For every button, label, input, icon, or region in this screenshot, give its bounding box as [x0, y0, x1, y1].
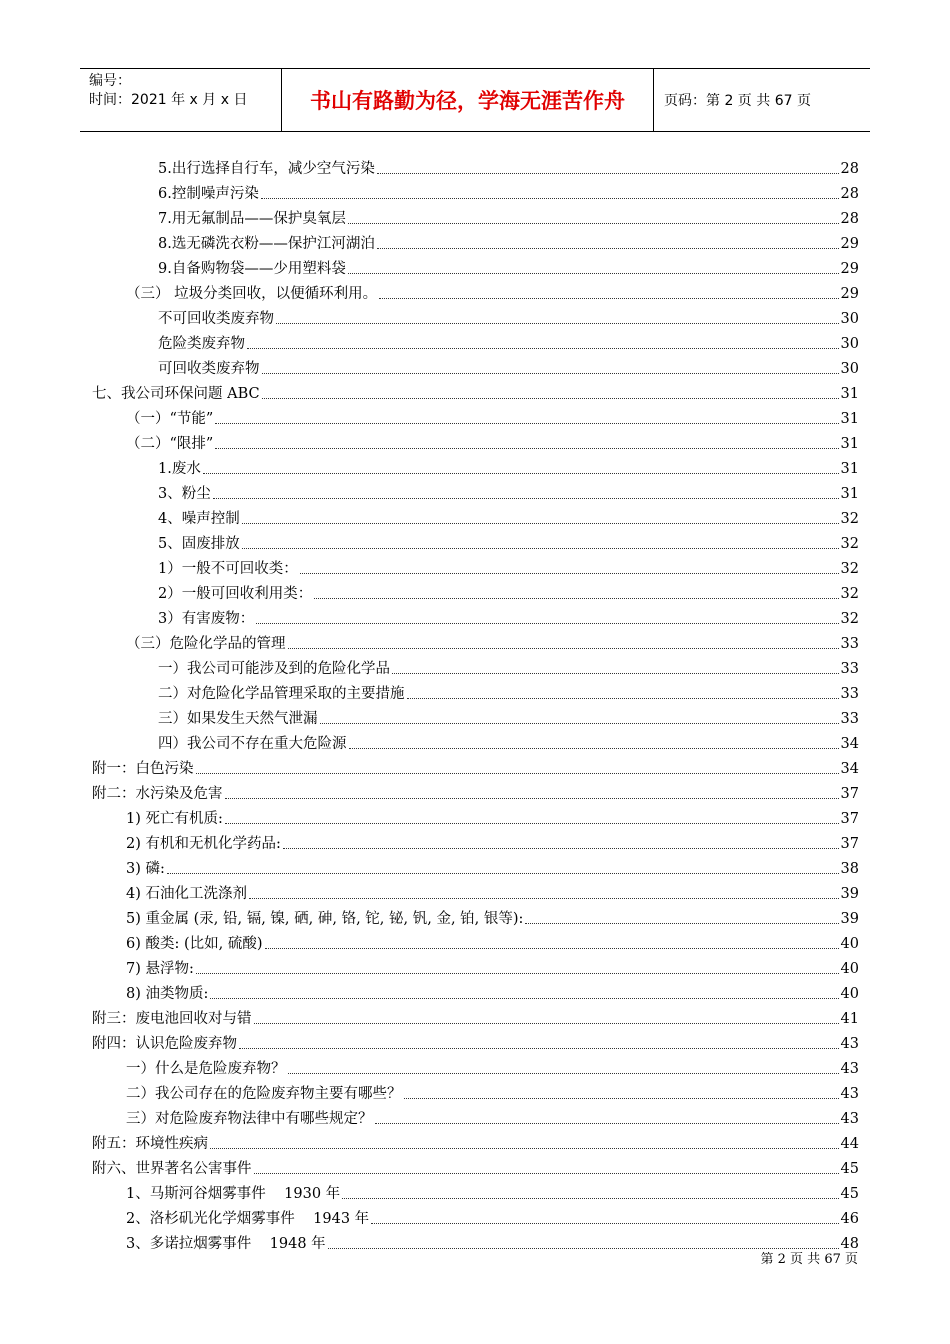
- toc-entry-page: 30: [840, 336, 859, 352]
- toc-leader-dots: [377, 247, 839, 249]
- toc-leader-dots: [392, 672, 839, 674]
- toc-entry[interactable]: [0, 1054, 950, 1079]
- toc-entry-page: 28: [840, 161, 859, 177]
- toc-entry[interactable]: [0, 154, 950, 179]
- toc-entry-page: 28: [840, 186, 859, 202]
- toc-entry-title: 8) 油类物质:: [126, 986, 209, 1002]
- toc-entry[interactable]: [0, 479, 950, 504]
- toc-leader-dots: [249, 897, 839, 899]
- toc-leader-dots: [377, 172, 839, 174]
- toc-entry-title: 1) 死亡有机质:: [126, 811, 223, 827]
- document-number-label: 编号：: [89, 73, 131, 89]
- toc-entry-title: 可回收类废弃物: [158, 361, 260, 377]
- toc-entry-page: 31: [840, 386, 859, 402]
- toc-entry[interactable]: [0, 879, 950, 904]
- toc-entry-title: 3）有害废物：: [158, 611, 255, 627]
- toc-entry-title: 2）一般可回收利用类：: [158, 586, 313, 602]
- toc-entry-page: 32: [840, 561, 859, 577]
- toc-entry-page: 28: [840, 211, 859, 227]
- toc-entry-page: 33: [840, 636, 859, 652]
- toc-leader-dots: [203, 472, 839, 474]
- toc-entry-title: 5.出行选择自行车，减少空气污染: [158, 161, 375, 177]
- toc-entry-page: 33: [840, 711, 859, 727]
- toc-entry-title: 7) 悬浮物:: [126, 961, 194, 977]
- toc-entry-title: 2、洛杉矶光化学烟雾事件 1943 年: [126, 1211, 370, 1227]
- toc-leader-dots: [288, 647, 839, 649]
- toc-leader-dots: [196, 772, 839, 774]
- toc-entry[interactable]: [0, 254, 950, 279]
- toc-entry[interactable]: [0, 204, 950, 229]
- toc-leader-dots: [262, 397, 839, 399]
- toc-entry[interactable]: [0, 1004, 950, 1029]
- toc-entry[interactable]: [0, 929, 950, 954]
- header-page-info: 页码：第 2 页 共 67 页: [664, 93, 811, 109]
- toc-entry-page: 43: [840, 1036, 859, 1052]
- page-footer: 第 2 页 共 67 页: [760, 1252, 858, 1267]
- toc-entry-page: 29: [840, 236, 859, 252]
- toc-entry[interactable]: [0, 1104, 950, 1129]
- toc-entry[interactable]: [0, 179, 950, 204]
- toc-leader-dots: [256, 622, 838, 624]
- toc-leader-dots: [320, 722, 839, 724]
- toc-entry[interactable]: [0, 604, 950, 629]
- toc-entry-title: （二）“限排”: [126, 436, 214, 452]
- toc-entry-title: 一）我公司可能涉及到的危险化学品: [158, 661, 390, 677]
- toc-entry[interactable]: [0, 1079, 950, 1104]
- header-meta: [80, 69, 282, 131]
- toc-leader-dots: [300, 572, 839, 574]
- toc-entry-page: 32: [840, 536, 859, 552]
- toc-leader-dots: [210, 1147, 839, 1149]
- toc-entry[interactable]: [0, 679, 950, 704]
- toc-leader-dots: [225, 822, 839, 824]
- toc-entry-page: 33: [840, 686, 859, 702]
- toc-entry[interactable]: [0, 354, 950, 379]
- toc-entry-page: 41: [840, 1011, 859, 1027]
- toc-entry-page: 34: [840, 736, 859, 752]
- toc-leader-dots: [349, 747, 839, 749]
- toc-entry-title: 1、马斯河谷烟雾事件 1930 年: [126, 1186, 341, 1202]
- toc-leader-dots: [225, 797, 839, 799]
- toc-leader-dots: [247, 347, 839, 349]
- toc-entry-title: 七、我公司环保问题 ABC: [92, 386, 260, 402]
- toc-entry-page: 34: [840, 761, 859, 777]
- toc-entry[interactable]: [0, 979, 950, 1004]
- page-header: [80, 68, 870, 132]
- toc-entry[interactable]: [0, 629, 950, 654]
- toc-entry-title: 5、固废排放: [158, 536, 240, 552]
- toc-entry[interactable]: [0, 704, 950, 729]
- toc-entry[interactable]: [0, 854, 950, 879]
- toc-entry-title: 3) 磷:: [126, 861, 165, 877]
- toc-entry-page: 29: [840, 286, 859, 302]
- toc-entry[interactable]: [0, 779, 950, 804]
- toc-entry-title: 一）什么是危险废弃物？: [126, 1061, 286, 1077]
- toc-entry[interactable]: [0, 529, 950, 554]
- toc-entry-title: 6) 酸类: (比如, 硫酸): [126, 936, 263, 952]
- toc-entry-title: 4) 石油化工洗涤剂: [126, 886, 247, 902]
- toc-leader-dots: [407, 697, 839, 699]
- toc-entry-title: 附五：环境性疾病: [92, 1136, 208, 1152]
- toc-entry-title: 附三：废电池回收对与错: [92, 1011, 252, 1027]
- toc-entry-page: 40: [840, 936, 859, 952]
- toc-entry-page: 38: [840, 861, 859, 877]
- toc-entry[interactable]: [0, 454, 950, 479]
- toc-entry-title: 危险类废弃物: [158, 336, 245, 352]
- toc-entry-page: 32: [840, 511, 859, 527]
- toc-entry[interactable]: [0, 729, 950, 754]
- toc-entry-title: （三） 垃圾分类回收，以便循环利用。: [126, 286, 378, 302]
- toc-entry[interactable]: [0, 654, 950, 679]
- toc-entry[interactable]: [0, 229, 950, 254]
- toc-entry-title: 6.控制噪声污染: [158, 186, 259, 202]
- toc-entry-page: 48: [840, 1236, 859, 1252]
- toc-entry-title: 2) 有机和无机化学药品:: [126, 836, 281, 852]
- toc-entry-page: 30: [840, 311, 859, 327]
- toc-entry[interactable]: [0, 329, 950, 354]
- toc-entry-title: （一）“节能”: [126, 411, 214, 427]
- toc-entry-page: 43: [840, 1111, 859, 1127]
- toc-entry-page: 37: [840, 811, 859, 827]
- toc-entry-title: 附一：白色污染: [92, 761, 194, 777]
- toc-entry-page: 29: [840, 261, 859, 277]
- toc-entry-title: 8.选无磷洗衣粉——保护江河湖泊: [158, 236, 375, 252]
- toc-leader-dots: [215, 422, 838, 424]
- toc-entry-page: 43: [840, 1061, 859, 1077]
- toc-entry-title: 1.废水: [158, 461, 201, 477]
- toc-entry-page: 43: [840, 1086, 859, 1102]
- toc-entry-page: 37: [840, 786, 859, 802]
- toc-entry-page: 32: [840, 586, 859, 602]
- toc-leader-dots: [242, 522, 839, 524]
- toc-leader-dots: [283, 847, 839, 849]
- toc-entry-page: 46: [840, 1211, 859, 1227]
- toc-entry[interactable]: [0, 954, 950, 979]
- toc-entry[interactable]: [0, 304, 950, 329]
- toc-leader-dots: [371, 1222, 838, 1224]
- toc-entry[interactable]: [0, 1029, 950, 1054]
- toc-entry[interactable]: [0, 1129, 950, 1154]
- toc-leader-dots: [288, 1072, 839, 1074]
- toc-entry-title: 附二：水污染及危害: [92, 786, 223, 802]
- toc-leader-dots: [348, 272, 839, 274]
- toc-entry-title: （三）危险化学品的管理: [126, 636, 286, 652]
- toc-entry[interactable]: [0, 1154, 950, 1179]
- toc-leader-dots: [342, 1197, 838, 1199]
- toc-entry[interactable]: [0, 504, 950, 529]
- toc-entry[interactable]: [0, 279, 950, 304]
- toc-leader-dots: [210, 997, 838, 999]
- toc-entry-page: 45: [840, 1161, 859, 1177]
- toc-entry-title: 二）我公司存在的危险废弃物主要有哪些？: [126, 1086, 402, 1102]
- toc-entry-title: 不可回收类废弃物: [158, 311, 274, 327]
- toc-entry-title: 三）对危险废弃物法律中有哪些规定？: [126, 1111, 373, 1127]
- toc-entry-page: 33: [840, 661, 859, 677]
- toc-entry-title: 7.用无氟制品——保护臭氧层: [158, 211, 346, 227]
- toc-leader-dots: [314, 597, 838, 599]
- toc-entry[interactable]: [0, 829, 950, 854]
- toc-leader-dots: [167, 872, 839, 874]
- toc-entry[interactable]: [0, 754, 950, 779]
- toc-entry-page: 45: [840, 1186, 859, 1202]
- toc-leader-dots: [242, 547, 839, 549]
- toc-entry[interactable]: [0, 429, 950, 454]
- toc-entry-page: 31: [840, 436, 859, 452]
- toc-leader-dots: [265, 947, 839, 949]
- toc-leader-dots: [525, 922, 838, 924]
- toc-leader-dots: [404, 1097, 839, 1099]
- toc-entry-page: 31: [840, 411, 859, 427]
- toc-leader-dots: [213, 497, 839, 499]
- toc-entry-title: 3、粉尘: [158, 486, 211, 502]
- toc-leader-dots: [348, 222, 839, 224]
- toc-entry[interactable]: [0, 554, 950, 579]
- toc-leader-dots: [254, 1172, 839, 1174]
- toc-entry-title: 三）如果发生天然气泄漏: [158, 711, 318, 727]
- toc-entry[interactable]: [0, 579, 950, 604]
- toc-entry-page: 31: [840, 461, 859, 477]
- toc-entry-page: 39: [840, 886, 859, 902]
- toc-leader-dots: [375, 1122, 839, 1124]
- document-date: 时间：2021 年 x 月 x 日: [89, 92, 248, 108]
- toc-leader-dots: [276, 322, 839, 324]
- toc-entry-title: 四）我公司不存在重大危险源: [158, 736, 347, 752]
- toc-leader-dots: [196, 972, 839, 974]
- toc-entry-page: 37: [840, 836, 859, 852]
- toc-leader-dots: [215, 447, 838, 449]
- toc-entry-page: 44: [840, 1136, 859, 1152]
- toc-leader-dots: [261, 197, 839, 199]
- toc-entry-title: 1）一般不可回收类：: [158, 561, 298, 577]
- toc-entry-title: 4、噪声控制: [158, 511, 240, 527]
- toc-entry-page: 39: [840, 911, 859, 927]
- header-motto: 书山有路勤为径，学海无涯苦作舟: [282, 69, 654, 131]
- toc-entry[interactable]: [0, 904, 950, 929]
- toc-leader-dots: [254, 1022, 839, 1024]
- toc-entry-page: 31: [840, 486, 859, 502]
- toc-entry-title: 附四：认识危险废弃物: [92, 1036, 237, 1052]
- toc-entry-title: 9.自备购物袋——少用塑料袋: [158, 261, 346, 277]
- toc-entry-page: 40: [840, 961, 859, 977]
- toc-entry-page: 30: [840, 361, 859, 377]
- toc-entry-title: 3、多诺拉烟雾事件 1948 年: [126, 1236, 326, 1252]
- toc-leader-dots: [239, 1047, 839, 1049]
- toc-entry[interactable]: [0, 1179, 950, 1204]
- toc-entry-title: 二）对危险化学品管理采取的主要措施: [158, 686, 405, 702]
- toc-entry[interactable]: [0, 804, 950, 829]
- toc-entry[interactable]: [0, 404, 950, 429]
- toc-entry-title: 5) 重金属 (汞, 铅, 镉, 镍, 硒, 砷, 铬, 铊, 铋, 钒, 金, 铂, 银等):: [126, 911, 524, 927]
- toc-entry-page: 40: [840, 986, 859, 1002]
- toc-entry-page: 32: [840, 611, 859, 627]
- toc-leader-dots: [262, 372, 839, 374]
- toc-leader-dots: [379, 297, 838, 299]
- toc-entry-title: 附六、世界著名公害事件: [92, 1161, 252, 1177]
- toc-entry[interactable]: [0, 1204, 950, 1229]
- toc-entry[interactable]: [0, 379, 950, 404]
